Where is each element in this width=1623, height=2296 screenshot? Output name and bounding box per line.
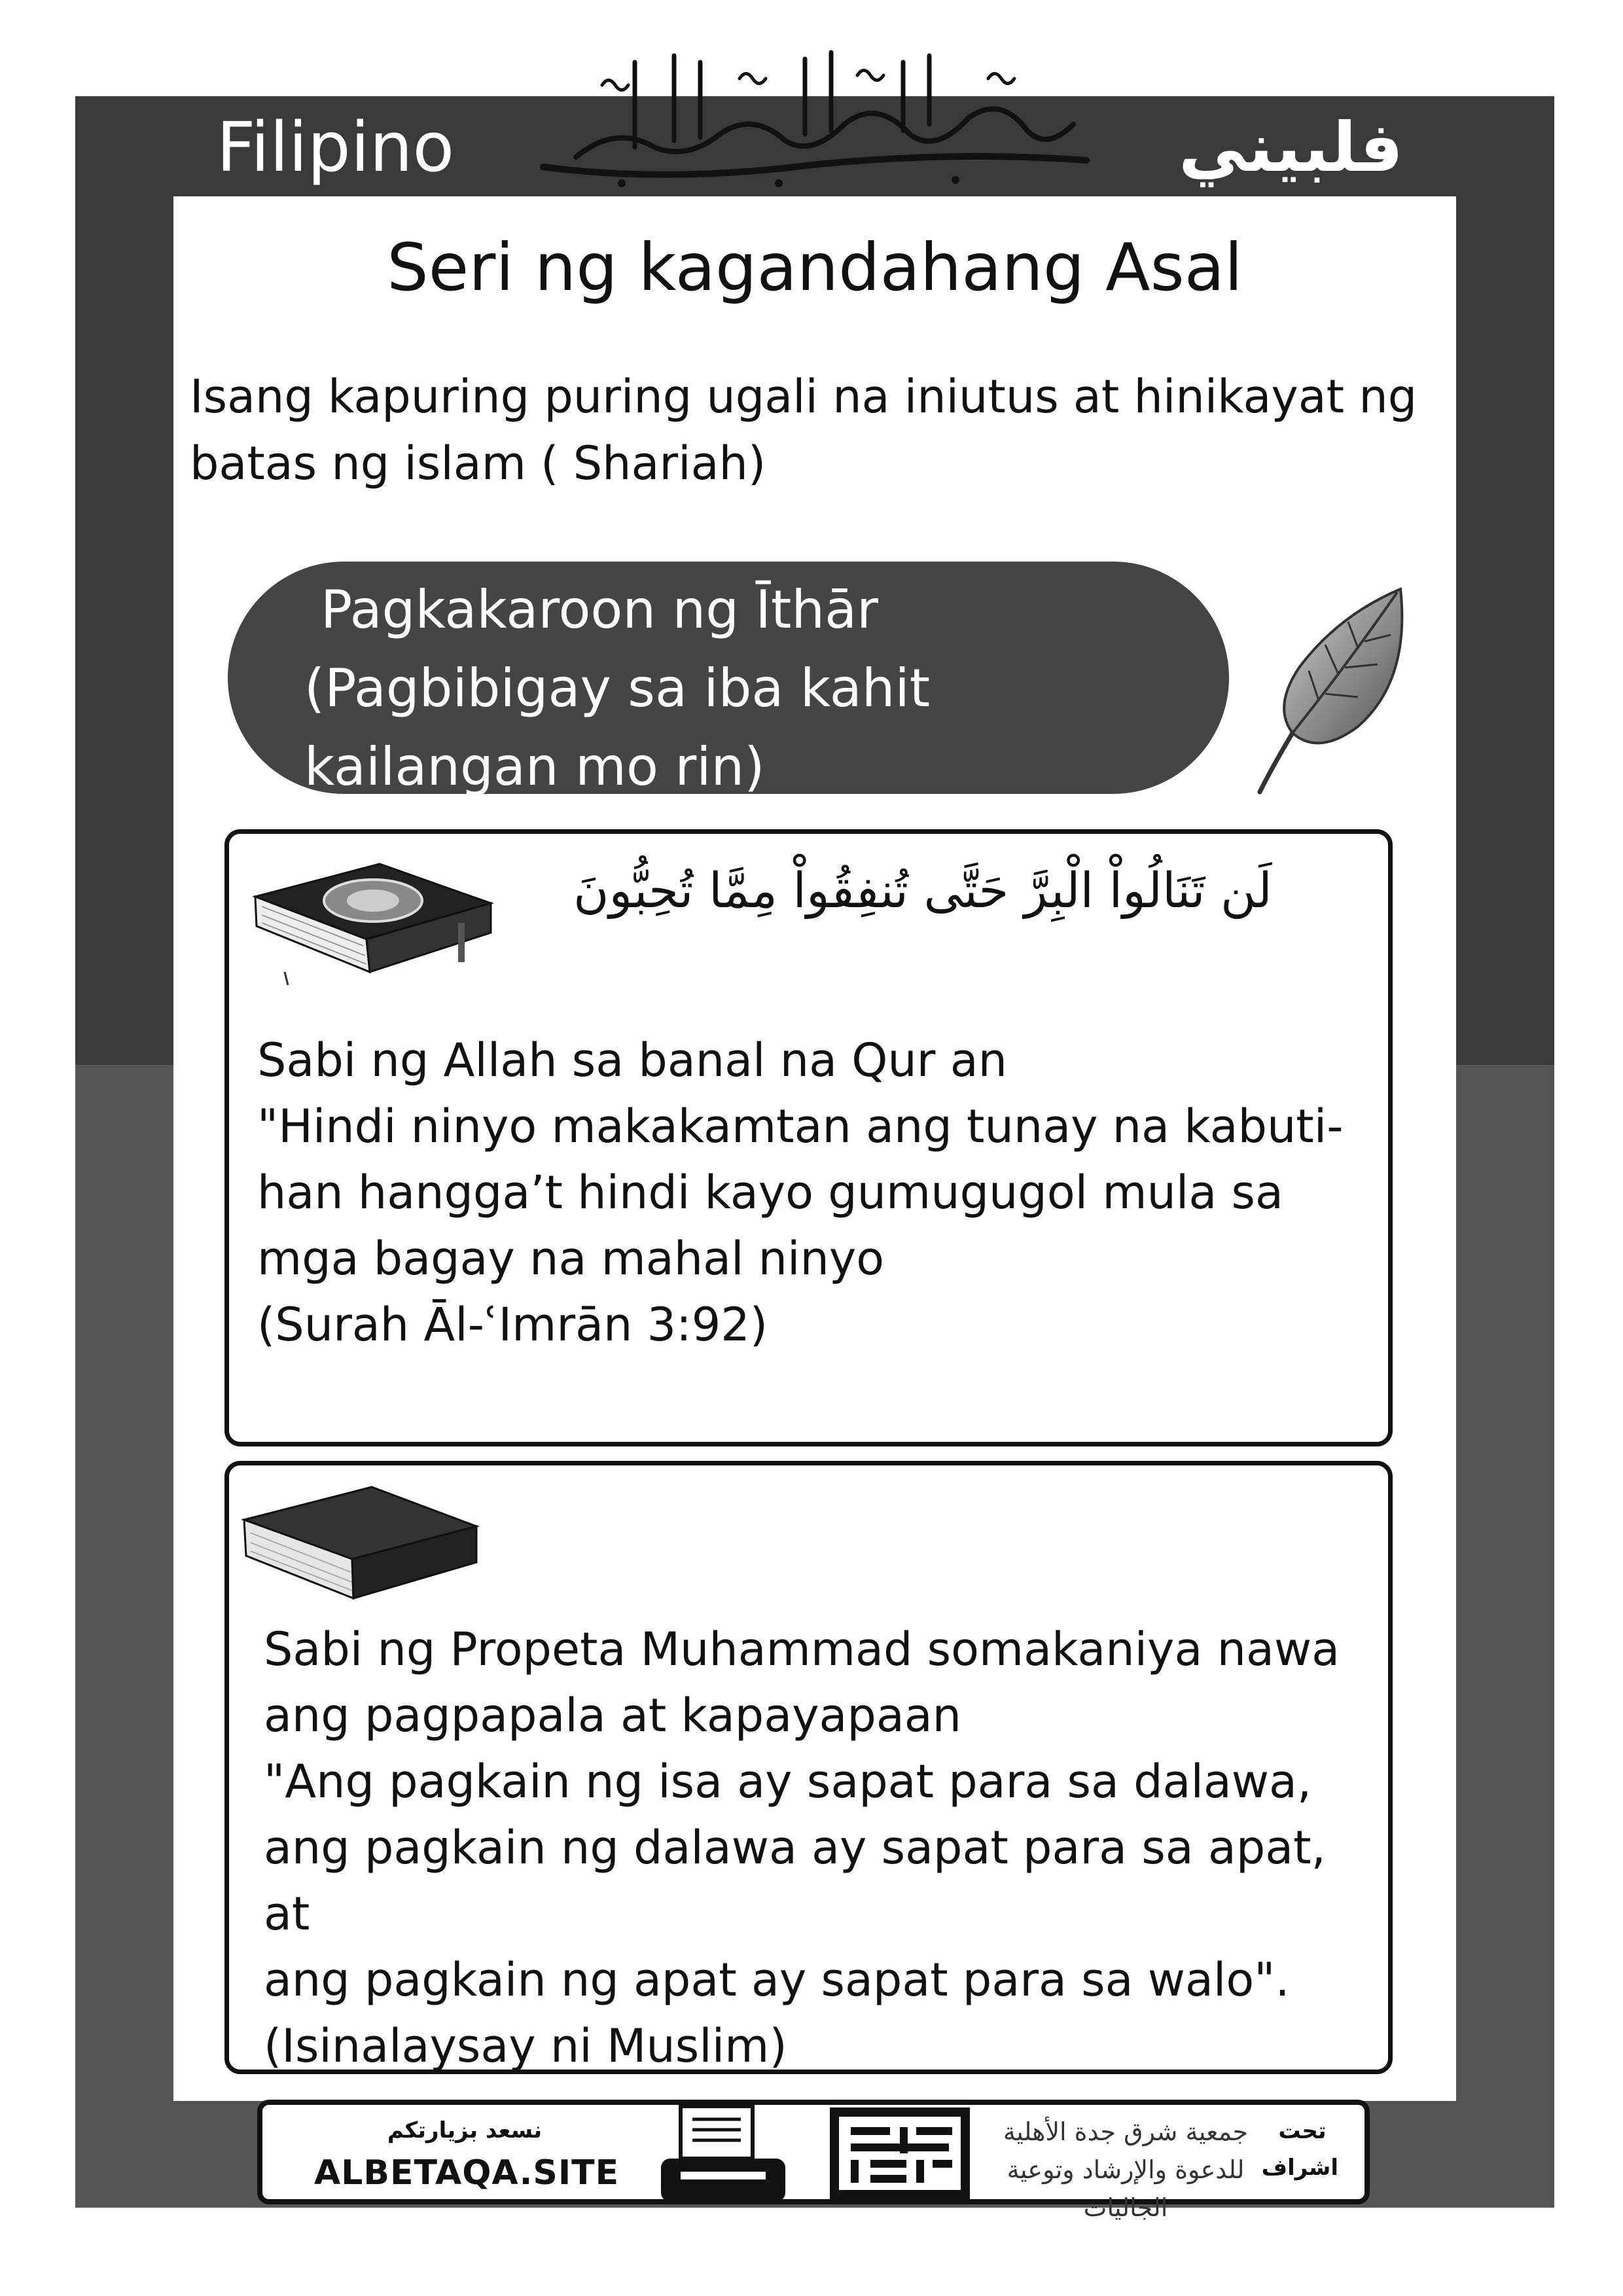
hadith-line-2: ang pagpapala at kapayapaan	[264, 1689, 961, 1742]
supervision-line-1: تحت	[1278, 2118, 1327, 2144]
quran-translation	[257, 1028, 1370, 1358]
subtitle-line-2: batas ng islam ( Shariah)	[190, 437, 766, 490]
supervision-label	[1261, 2113, 1338, 2186]
org-line-1: جمعية شرق جدة الأهلية	[1003, 2117, 1249, 2146]
hadith-line-3: "Ang pagkain ng isa ay sapat para sa dalawa,	[264, 1755, 1312, 1808]
leaf-icon	[1247, 583, 1417, 798]
hadith-line-1: Sabi ng Propeta Muhammad somakaniya nawa	[264, 1623, 1340, 1676]
topic-line-3: kailangan mo rin)	[304, 736, 765, 797]
quran-line-1: Sabi ng Allah sa banal na Qur an	[257, 1033, 1007, 1087]
subtitle	[190, 363, 1433, 497]
quran-line-2: "Hindi ninyo makakamtan ang tunay na kabuti-	[257, 1100, 1344, 1153]
quran-ayah-arabic: لَن تَنَالُواْ الْبِرَّ حَتَّى تُنفِقُواْ مِمَّا تُحِبُّونَ	[573, 863, 1272, 919]
page-title: Seri ng kagandahang Asal	[387, 229, 1243, 306]
quran-line-3: han hangga’t hindi kayo gumugugol mula sa	[257, 1166, 1283, 1219]
topic-line-2: (Pagbibigay sa iba kahit	[304, 658, 931, 719]
hadith-text	[264, 1617, 1376, 2079]
footer-visit-text: نسعد بزيارتكم	[387, 2117, 543, 2144]
hadith-book-icon	[241, 1480, 483, 1605]
hadith-line-5: ang pagkain ng apat ay sapat para sa walo".	[264, 1953, 1290, 2007]
org-name	[988, 2113, 1263, 2227]
quran-reference: (Surah Āl-ʿImrān 3:92)	[257, 1298, 768, 1352]
org-line-2: للدعوة والإرشاد وتوعية الجاليات	[1007, 2155, 1245, 2222]
language-label-filipino: Filipino	[173, 98, 497, 196]
hadith-reference: (Isinalaysay ni Muslim)	[264, 2019, 787, 2073]
topic-line-1: Pagkakaroon ng Īthār	[321, 579, 878, 640]
subtitle-line-1: Isang kapuring puring ugali na iniutus at hinikayat ng	[190, 370, 1418, 423]
basmala-calligraphy	[504, 26, 1119, 196]
footer-site-link[interactable]: ALBETAQA.SITE	[314, 2153, 620, 2193]
topic-text	[304, 571, 1221, 806]
quran-book-icon	[249, 857, 497, 988]
printer-icon	[654, 2101, 792, 2206]
dawat-alwaraqa-logo	[825, 2104, 975, 2202]
hadith-line-4: ang pagkain ng dalawa ay sapat para sa apat, at	[264, 1821, 1326, 1941]
supervision-line-2: اشراف	[1261, 2155, 1338, 2181]
language-label-arabic: فلبيني	[1126, 98, 1456, 196]
quran-line-4: mga bagay na mahal ninyo	[257, 1232, 885, 1285]
